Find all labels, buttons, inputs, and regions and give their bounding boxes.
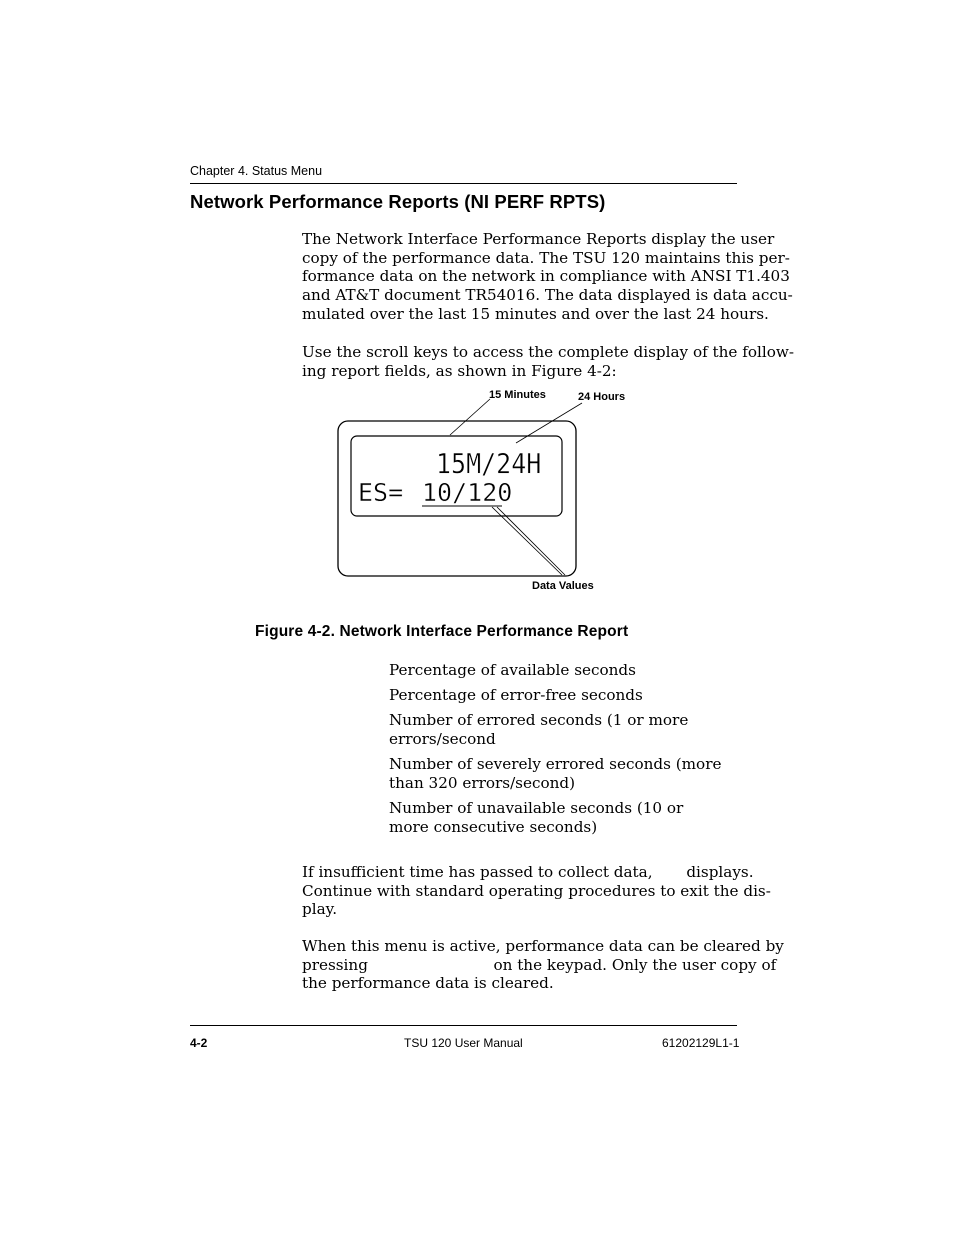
paragraph-line: mulated over the last 15 minutes and over the last 24 hours. (302, 304, 769, 323)
footer-rule (190, 1025, 737, 1026)
list-item (389, 686, 709, 705)
section-title: Network Performance Reports (NI PERF RPTS) (190, 191, 606, 212)
leader-data-values-1 (492, 507, 562, 575)
list-item (389, 661, 709, 680)
running-header: Chapter 4. Status Menu (190, 164, 323, 178)
clear-data-paragraph (302, 937, 784, 993)
paragraph-line: The Network Interface Performance Reports display the user (302, 230, 775, 248)
paragraph-line: copy of the performance data. The TSU 120 maintains this per- (302, 248, 790, 267)
paragraph-line: When this menu is active, performance data can be cleared by (302, 937, 784, 955)
paragraph-line: If insufficient time has passed to collect data, displays. (302, 863, 754, 881)
list-item (389, 755, 722, 792)
lcd-figure (330, 385, 650, 600)
lcd-line2-value: 10/120 (422, 478, 513, 507)
label-24-hours: 24 Hours (578, 391, 626, 403)
list-item-line: Number of severely errored seconds (more (389, 755, 722, 773)
paragraph-line: Continue with standard operating procedures to exit the dis- (302, 881, 771, 900)
intro-paragraph (302, 230, 793, 324)
paragraph-line: formance data on the network in compliance with ANSI T1.403 (302, 267, 790, 286)
label-data-values: Data Values (532, 580, 594, 592)
header-rule (190, 183, 737, 184)
list-item-line: Percentage of error-free seconds (389, 686, 643, 704)
lcd-line2-label: ES= (358, 478, 404, 507)
figure-caption: Figure 4-2. Network Interface Performance Report (255, 623, 629, 640)
manual-title: TSU 120 User Manual (404, 1036, 523, 1050)
list-item-line: errors/second (389, 729, 496, 748)
scroll-keys-paragraph (302, 343, 794, 380)
page-number: 4-2 (190, 1036, 208, 1050)
label-15-minutes: 15 Minutes (489, 389, 546, 401)
paragraph-line: and AT&T document TR54016. The data displayed is data accu- (302, 286, 793, 305)
paragraph-line: the performance data is cleared. (302, 974, 554, 993)
list-item (389, 799, 709, 836)
list-item-line: more consecutive seconds) (389, 817, 598, 836)
paragraph-line: ing report fields, as shown in Figure 4-2: (302, 361, 617, 380)
paragraph-line: play. (302, 900, 338, 919)
paragraph-line: Use the scroll keys to access the complete display of the follow- (302, 343, 794, 361)
insufficient-time-paragraph (302, 863, 771, 919)
list-item-line: Percentage of available seconds (389, 661, 636, 679)
leader-15-minutes (450, 399, 490, 435)
leader-data-values-2 (497, 507, 565, 575)
part-number: 61202129L1-1 (662, 1036, 740, 1050)
lcd-diagram (330, 385, 650, 600)
list-item-line: Number of errored seconds (1 or more (389, 711, 689, 729)
list-item-line: than 320 errors/second) (389, 773, 576, 792)
lcd-line1: 15M/24H (436, 448, 542, 481)
list-item (389, 711, 709, 748)
list-item-line: Number of unavailable seconds (10 or (389, 799, 684, 817)
paragraph-line: pressing on the keypad. Only the user copy of (302, 955, 777, 974)
